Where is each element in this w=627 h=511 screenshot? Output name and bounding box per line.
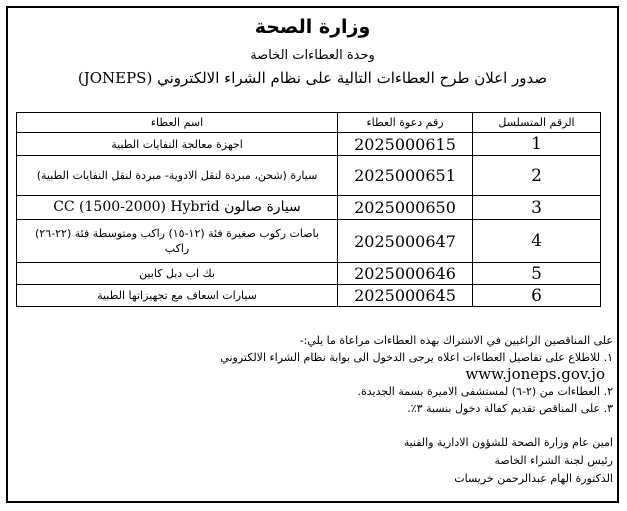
signature-block — [404, 434, 613, 488]
signature-title: امين عام وزارة الصحة للشؤون الادارية والفنية — [403, 436, 613, 449]
table-row — [17, 196, 601, 220]
signature-committee: رئيس لجنة الشراء الخاصة — [494, 454, 613, 467]
table-row — [17, 263, 601, 285]
row-serial: 1 — [473, 133, 601, 156]
ministry-title: وزارة الصحة — [254, 16, 371, 38]
row-name: بك اب دبل كابين — [17, 263, 338, 285]
joneps-url: www.joneps.gov.jo — [465, 365, 605, 383]
row-number: 2025000647 — [338, 220, 473, 263]
row-serial: 4 — [473, 220, 601, 263]
row-serial: 5 — [473, 263, 601, 285]
row-name: سيارة صالون CC (1500-2000) Hybrid — [17, 196, 338, 220]
row-name: باصات ركوب صغيرة فئة (١٢-١٥) راكب ومتوسطة فئة (٢٢-٢٦) راكب — [17, 220, 338, 263]
note-item-1: ١. للاطلاع على تفاصيل العطاءات اعلاه يرجى الدخول الى بوابة نظام الشراء الالكتروني — [220, 351, 613, 364]
row-serial: 6 — [473, 285, 601, 307]
header-number: رقم دعوة العطاء — [338, 113, 473, 133]
row-serial: 3 — [473, 196, 601, 220]
table-row — [17, 156, 601, 196]
notes-intro: على المناقصين الراغبين في الاشتراك بهذه العطاءات مراعاة ما يلي:- — [299, 334, 613, 347]
row-number: 2025000650 — [338, 196, 473, 220]
note-item-2: ٢. العطاءات من (٢-٦) لمستشفى الاميرة بسمة الجديدة. — [357, 385, 613, 398]
row-number: 2025000646 — [338, 263, 473, 285]
announcement-headline: صدور اعلان طرح العطاءات التالية على نظام الشراء الالكتروني (JONEPS) — [77, 69, 548, 87]
note-item-3: ٣. على المناقص تقديم كفالة دخول بنسبة ٣٪. — [407, 402, 613, 415]
header-serial: الرقم المتسلسل — [473, 113, 601, 133]
header-name: اسم العطاء — [17, 113, 338, 133]
table-row — [17, 133, 601, 156]
signature-name: الدكتورة الهام عبدالرحمن خريسات — [454, 472, 613, 485]
table-header-row — [17, 113, 601, 133]
row-name: اجهزة معالجة النفايات الطبية — [17, 133, 338, 156]
table-row — [17, 220, 601, 263]
row-number: 2025000645 — [338, 285, 473, 307]
unit-subtitle: وحدة العطاءات الخاصة — [250, 48, 375, 63]
tender-notes — [23, 332, 613, 417]
row-number: 2025000615 — [338, 133, 473, 156]
tenders-table — [16, 112, 601, 307]
row-name: سيارة (شحن، مبردة لنقل الادوية- مبردة لنقل النفايات الطبية) — [17, 156, 338, 196]
row-number: 2025000651 — [338, 156, 473, 196]
row-name: سيارات اسعاف مع تجهيزاتها الطبية — [17, 285, 338, 307]
row-serial: 2 — [473, 156, 601, 196]
table-row — [17, 285, 601, 307]
